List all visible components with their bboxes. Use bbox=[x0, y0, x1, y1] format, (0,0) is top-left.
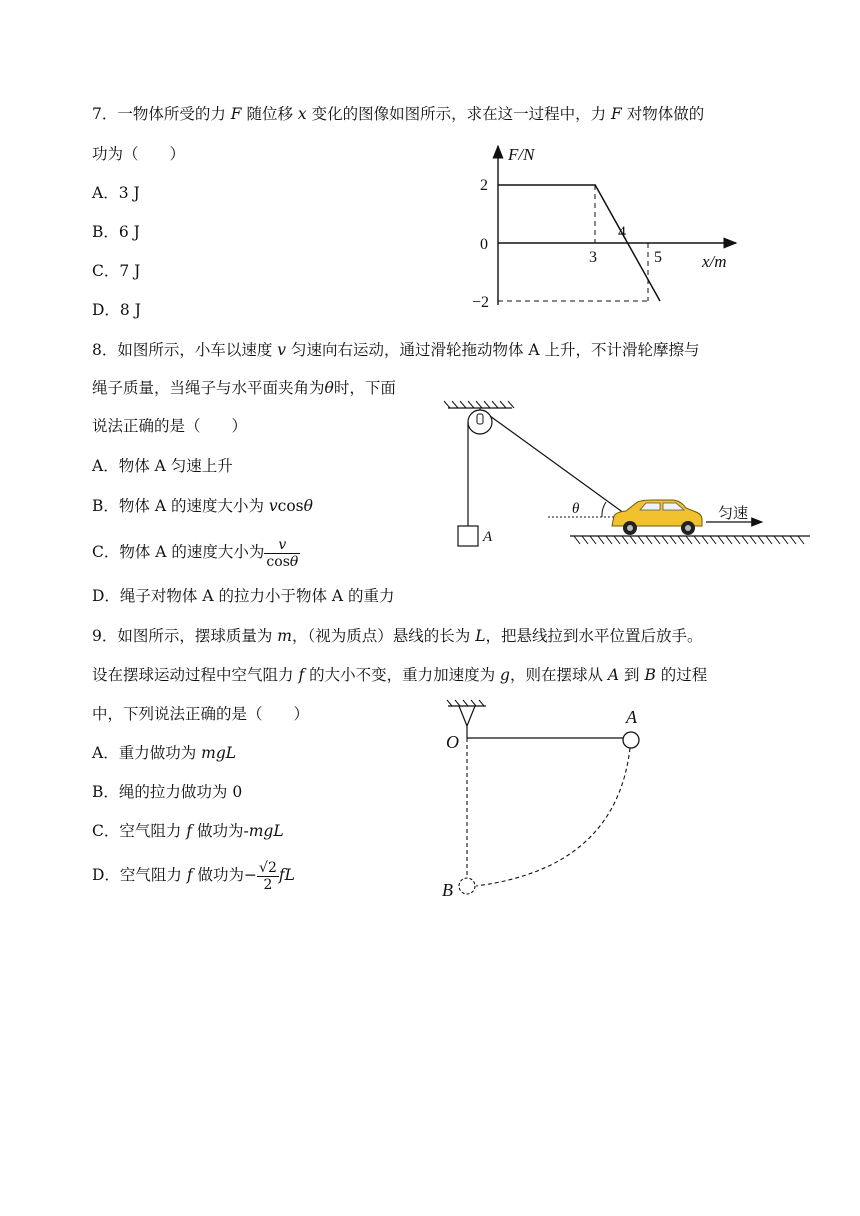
x-axis-label: x/m bbox=[702, 252, 727, 271]
q8-stem-line1: 8．如图所示，小车以速度 v 匀速向右运动，通过滑轮拖动物体 A 上升，不计滑轮摩擦与 bbox=[92, 341, 700, 359]
q9-option-b: B．绳的拉力做功为 0 bbox=[92, 783, 243, 801]
q7-stem-line2: 功为（ ） bbox=[92, 145, 186, 163]
q9-stem-line3: 中，下列说法正确的是（ ） bbox=[92, 705, 310, 723]
q8-option-d: D．绳子对物体 A 的拉力小于物体 A 的重力 bbox=[92, 587, 395, 605]
slanted-rope bbox=[490, 416, 628, 516]
label-b: B bbox=[442, 880, 453, 900]
q9-stem-line2: 设在摆球运动过程中空气阻力 f 的大小不变，重力加速度为 g，则在摆球从 A 到 B 的过程 bbox=[92, 666, 708, 684]
q9-stem-line1: 9．如图所示，摆球质量为 m，（视为质点）悬线的长为 L，把悬线拉到水平位置后放手。 bbox=[92, 627, 703, 645]
pivot-support bbox=[447, 700, 486, 726]
tick-label-4: 4 bbox=[618, 224, 626, 241]
q7-option-d: D．8 J bbox=[92, 301, 141, 319]
q9-option-d-fraction: $\frac{√2}{2}$ bbox=[259, 859, 277, 893]
q8-pulley-car-figure bbox=[440, 398, 820, 558]
q7-option-a: A．3 J bbox=[92, 184, 140, 202]
q8-option-a: A．物体 A 匀速上升 bbox=[92, 457, 233, 475]
label-a: A bbox=[626, 707, 637, 727]
ball-a bbox=[623, 732, 639, 748]
tick-label-neg2: −2 bbox=[472, 294, 490, 311]
q9-option-a: A．重力做功为 mgL bbox=[92, 744, 237, 762]
car bbox=[612, 500, 702, 535]
q8-stem-line3: 说法正确的是（ ） bbox=[92, 417, 248, 435]
ground-hatch bbox=[570, 536, 810, 544]
q8-stem-line2: 绳子质量，当绳子与水平面夹角为θ时，下面 bbox=[92, 379, 396, 397]
q7-option-c: C．7 J bbox=[92, 262, 141, 280]
q7-force-graph bbox=[470, 140, 750, 315]
theta-label: θ bbox=[572, 501, 580, 517]
ball-b bbox=[459, 878, 475, 894]
q7-option-b: B．6 J bbox=[92, 223, 140, 241]
q7-stem-line1: 7．一物体所受的力 F 随位移 x 变化的图像如图所示，求在这一过程中，力 F 对物体做的 bbox=[92, 105, 705, 123]
tick-label-0: 0 bbox=[480, 236, 488, 253]
tick-label-2: 2 bbox=[480, 177, 488, 194]
block-a bbox=[458, 526, 478, 546]
q8-option-c: C．物体 A 的速度大小为 $\frac{v}{\cos\theta}$ bbox=[92, 536, 299, 570]
swing-path bbox=[476, 748, 630, 886]
q9-option-d: D．空气阻力 f 做功为− $\frac{√2}{2}$ fL bbox=[92, 859, 295, 893]
q8-option-c-fraction: $\frac{v}{\cos\theta}$ bbox=[266, 536, 299, 570]
y-axis-label: F/N bbox=[508, 145, 535, 164]
tick-label-3: 3 bbox=[589, 249, 597, 266]
block-a-label: A bbox=[483, 529, 493, 545]
q8-option-b: B．物体 A 的速度大小为 vcosθ bbox=[92, 497, 313, 515]
q9-pendulum-figure bbox=[430, 698, 670, 908]
label-o: O bbox=[446, 732, 459, 752]
uniform-label: 匀速 bbox=[718, 506, 749, 522]
tick-label-5: 5 bbox=[654, 249, 662, 266]
angle-arc bbox=[602, 502, 606, 517]
q9-option-c: C．空气阻力 f 做功为-mgL bbox=[92, 822, 284, 840]
ceiling-hatch bbox=[444, 401, 514, 408]
